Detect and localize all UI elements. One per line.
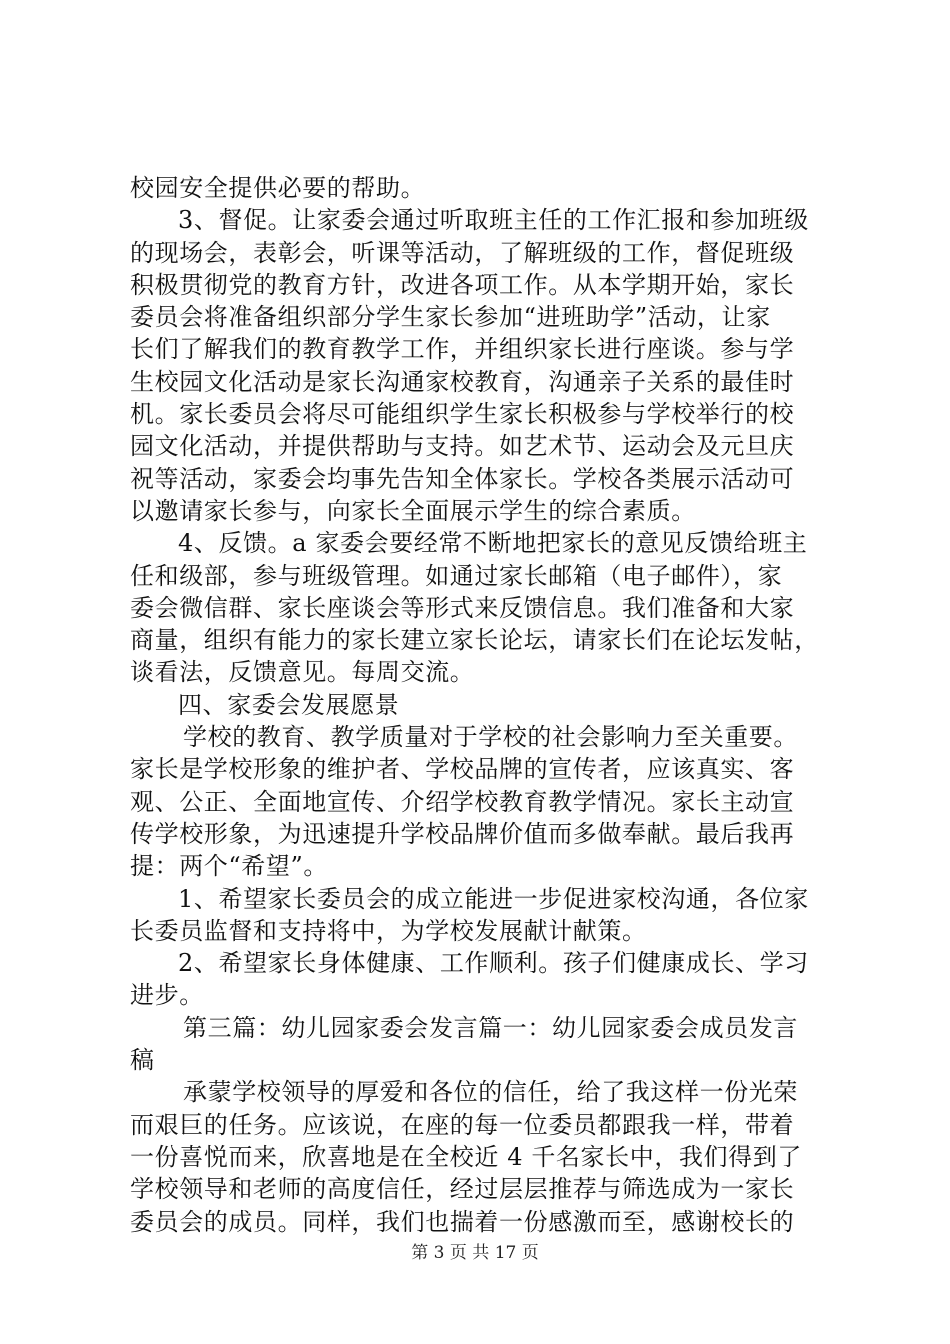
text-line: 而艰巨的任务。应该说，在座的每一位委员都跟我一样，带着	[130, 1110, 795, 1139]
text-line: 谈看法，反馈意见。每周交流。	[130, 658, 475, 687]
page-number: 第 3 页 共 17 页	[411, 1243, 539, 1263]
text-line: 委员会将准备组织部分学生家长参加“进班助学”活动，让家	[130, 303, 771, 332]
text-line: 园文化活动，并提供帮助与支持。如艺术节、运动会及元旦庆	[130, 432, 795, 461]
text-line: 进步。	[130, 981, 204, 1010]
text-line: 学校的教育、教学质量对于学校的社会影响力至关重要。	[183, 723, 798, 752]
text-line: 以邀请家长参与，向家长全面展示学生的综合素质。	[130, 496, 696, 525]
document-body	[130, 172, 830, 1238]
text-line: 生校园文化活动是家长沟通家校教育，沟通亲子关系的最佳时	[130, 367, 795, 396]
text-line: 委员会的成员。同样，我们也揣着一份感激而至，感谢校长的	[130, 1207, 795, 1236]
text-line: 的现场会，表彰会，听课等活动，了解班级的工作，督促班级	[130, 238, 795, 267]
text-line: 提：两个“希望”。	[130, 852, 328, 881]
text-line: 任和级部，参与班级管理。如通过家长邮箱（电子邮件），家	[130, 561, 783, 590]
text-line: 一份喜悦而来，欣喜地是在全校近 4 千名家长中，我们得到了	[130, 1142, 802, 1171]
text-line: 积极贯彻党的教育方针，改进各项工作。从本学期开始，家长	[130, 270, 795, 299]
text-line: 传学校形象，为迅速提升学校品牌价值而多做奉献。最后我再	[130, 819, 795, 848]
text-line: 承蒙学校领导的厚爱和各位的信任，给了我这样一份光荣	[183, 1078, 798, 1107]
text-line: 2、希望家长身体健康、工作顺利。孩子们健康成长、学习	[178, 949, 809, 978]
text-line: 稿	[130, 1046, 155, 1075]
text-line: 机。家长委员会将尽可能组织学生家长积极参与学校举行的校	[130, 400, 795, 429]
text-line: 家长是学校形象的维护者、学校品牌的宣传者，应该真实、客	[130, 755, 795, 784]
text-line: 长委员监督和支持将中，为学校发展献计献策。	[130, 916, 647, 945]
text-line: 祝等活动，家委会均事先告知全体家长。学校各类展示活动可	[130, 464, 795, 493]
text-line: 4、反馈。a 家委会要经常不断地把家长的意见反馈给班主	[178, 529, 808, 558]
text-line: 3、督促。让家委会通过听取班主任的工作汇报和参加班级	[178, 206, 809, 235]
text-line: 1、希望家长委员会的成立能进一步促进家校沟通，各位家	[178, 884, 809, 913]
text-line: 校园安全提供必要的帮助。	[130, 174, 426, 202]
text-line: 学校领导和老师的高度信任，经过层层推荐与筛选成为一家长	[130, 1175, 795, 1204]
section-heading: 第三篇：幼儿园家委会发言篇一：幼儿园家委会成员发言	[183, 1013, 798, 1042]
section-heading: 四、家委会发展愿景	[178, 690, 400, 719]
text-line: 观、公正、全面地宣传、介绍学校教育教学情况。家长主动宣	[130, 787, 795, 816]
text-line: 委会微信群、家长座谈会等形式来反馈信息。我们准备和大家	[130, 593, 795, 622]
text-line: 长们了解我们的教育教学工作，并组织家长进行座谈。参与学	[130, 335, 795, 364]
text-line: 商量，组织有能力的家长建立家长论坛，请家长们在论坛发帖，	[130, 626, 819, 655]
